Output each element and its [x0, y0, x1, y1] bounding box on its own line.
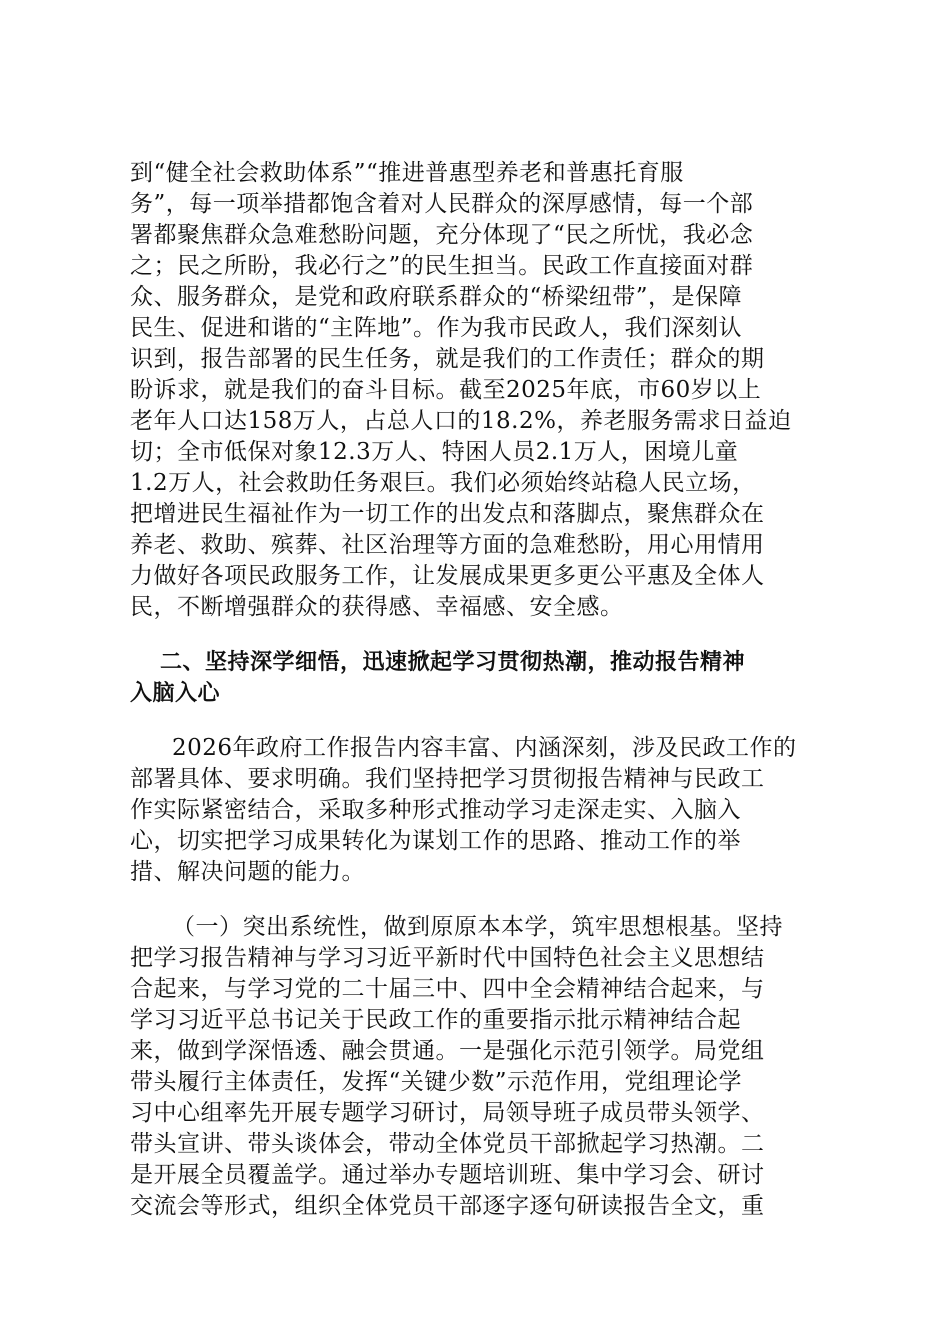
text-line: 交流会等形式，组织全体党员干部逐字逐句研读报告全文，重 [130, 1193, 765, 1219]
text-line: 心，切实把学习成果转化为谋划工作的思路、推动工作的举 [130, 828, 741, 854]
text-line: 1.2万人，社会救助任务艰巨。我们必须始终站稳人民立场， [130, 470, 756, 496]
section-heading [130, 647, 830, 709]
paragraph-systematic-study [130, 912, 830, 1222]
text-line: 把增进民生福祉作为一切工作的出发点和落脚点，聚焦群众在 [130, 501, 765, 527]
text-line: 盼诉求，就是我们的奋斗目标。截至2025年底，市60岁以上 [130, 377, 762, 403]
text-line: 民，不断增强群众的获得感、幸福感、安全感。 [130, 594, 624, 620]
text-line: 养老、救助、殡葬、社区治理等方面的急难愁盼，用心用情用 [130, 532, 765, 558]
text-line: 把学习报告精神与学习习近平新时代中国特色社会主义思想结 [130, 945, 765, 971]
text-line: 务”，每一项举措都饱含着对人民群众的深厚感情，每一个部 [130, 191, 754, 217]
text-line: 是开展全员覆盖学。通过举办专题培训班、集中学习会、研讨 [130, 1162, 765, 1188]
text-line: 老年人口达158万人，占总人口的18.2%，养老服务需求日益迫 [130, 408, 792, 434]
text-line: 识到，报告部署的民生任务，就是我们的工作责任；群众的期 [130, 346, 765, 372]
text-line: 带头宣讲、带头谈体会，带动全体党员干部掀起学习热潮。二 [130, 1131, 765, 1157]
text-line: 习中心组率先开展专题学习研讨，局领导班子成员带头领学、 [130, 1100, 765, 1126]
text-line: 合起来，与学习党的二十届三中、四中全会精神结合起来，与 [130, 976, 765, 1002]
paragraph-study-report [130, 733, 830, 888]
heading-line: 二、坚持深学细悟，迅速掀起学习贯彻热潮，推动报告精神 [160, 650, 746, 675]
heading-line: 入脑入心 [130, 681, 221, 706]
text-line: 部署具体、要求明确。我们坚持把学习贯彻报告精神与民政工 [130, 766, 765, 792]
text-line: （一）突出系统性，做到原原本本学，筑牢思想根基。坚持 [172, 914, 783, 940]
text-line: 学习习近平总书记关于民政工作的重要指示批示精神结合起 [130, 1007, 741, 1033]
text-line: 来，做到学深悟透、融会贯通。一是强化示范引领学。局党组 [130, 1038, 765, 1064]
text-line: 力做好各项民政服务工作，让发展成果更多更公平惠及全体人 [130, 563, 765, 589]
text-line: 之；民之所盼，我必行之”的民生担当。民政工作直接面对群 [130, 253, 754, 279]
document-body [130, 158, 830, 1246]
paragraph-people-livelihood [130, 158, 830, 623]
text-line: 作实际紧密结合，采取多种形式推动学习走深走实、入脑入 [130, 797, 741, 823]
text-line: 2026年政府工作报告内容丰富、内涵深刻，涉及民政工作的 [172, 735, 797, 761]
text-line: 带头履行主体责任，发挥“关键少数”示范作用，党组理论学 [130, 1069, 743, 1095]
text-line: 民生、促进和谐的“主阵地”。作为我市民政人，我们深刻认 [130, 315, 743, 341]
text-line: 措、解决问题的能力。 [130, 859, 365, 885]
text-line: 到“健全社会救助体系”“推进普惠型养老和普惠托育服 [130, 160, 684, 186]
text-line: 切；全市低保对象12.3万人、特困人员2.1万人，困境儿童 [130, 439, 739, 465]
text-line: 众、服务群众，是党和政府联系群众的“桥梁纽带”，是保障 [130, 284, 743, 310]
text-line: 署都聚焦群众急难愁盼问题，充分体现了“民之所忧，我必念 [130, 222, 754, 248]
